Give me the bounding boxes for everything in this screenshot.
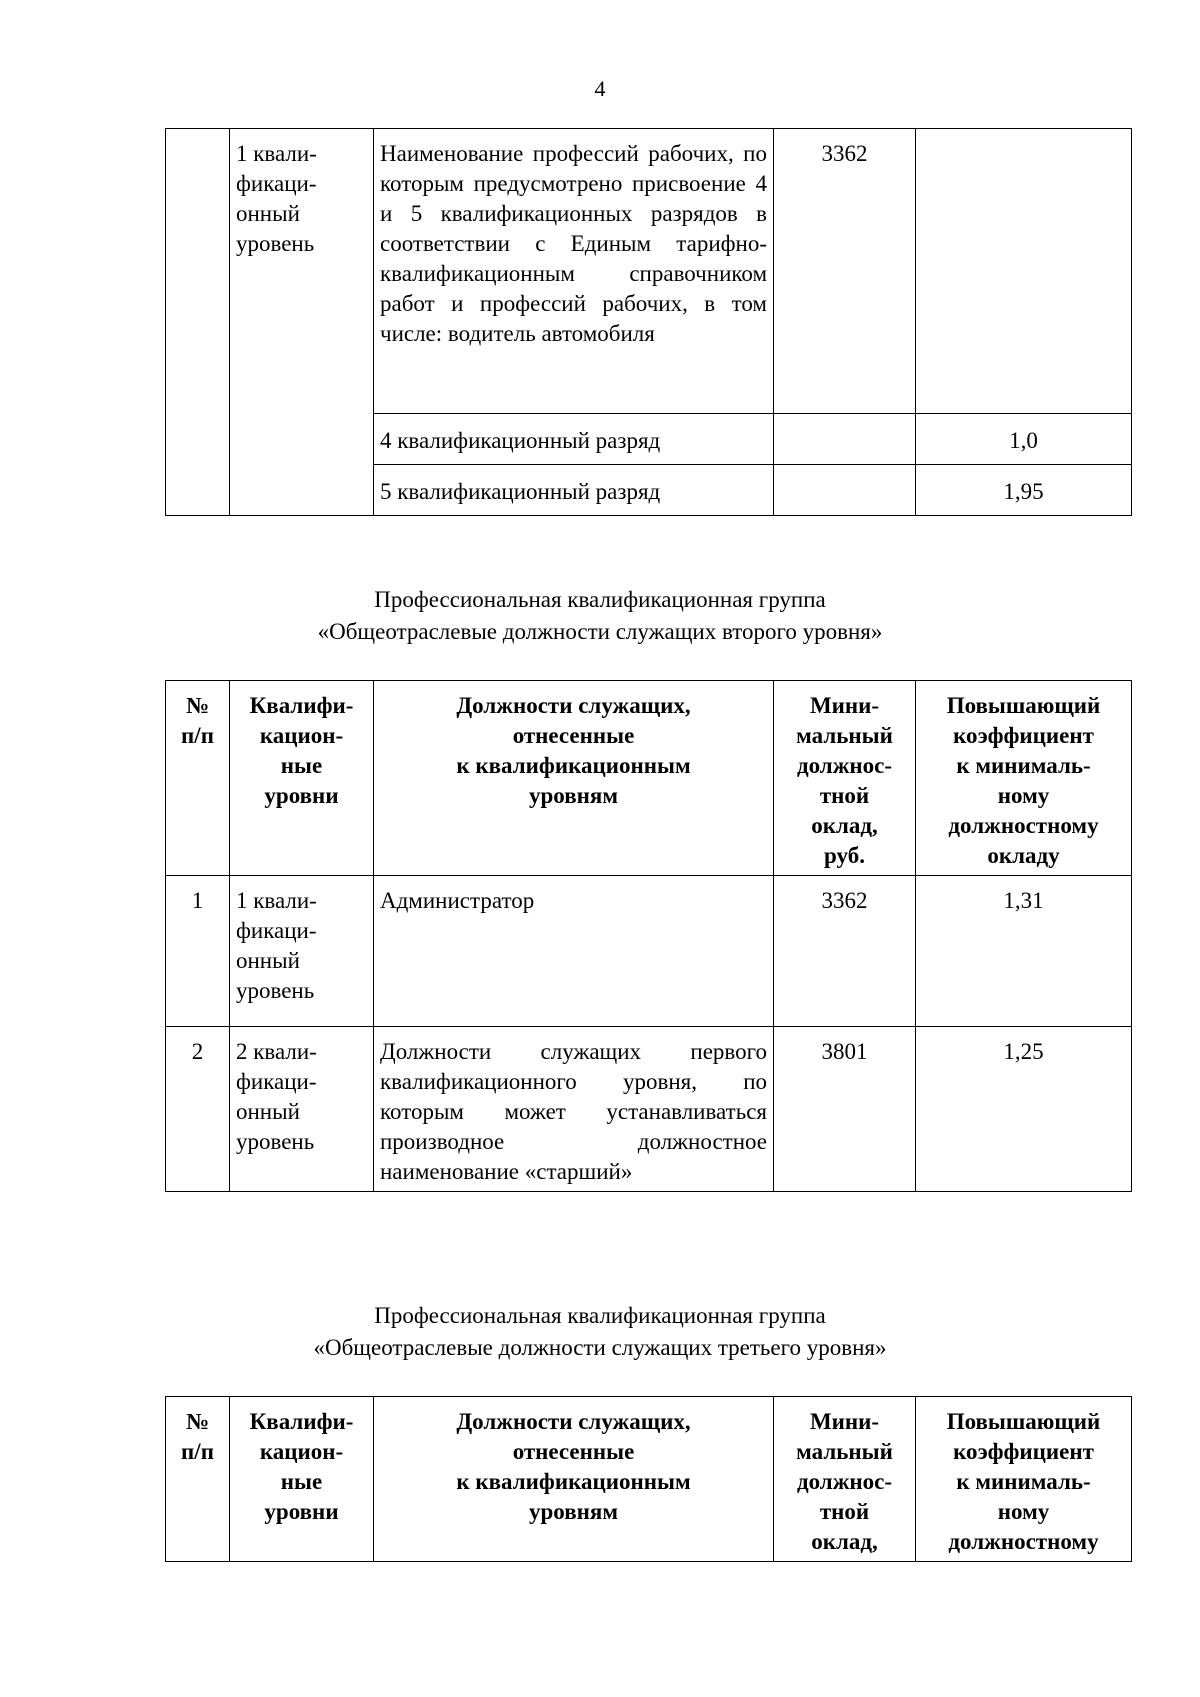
group-title-line: «Общеотраслевые должности служащих второго уровня» [317,619,883,644]
group-title-second-level [0,584,1200,648]
table-row [166,129,1132,414]
third-level-table [165,1396,1132,1562]
header-row [166,681,1132,876]
grade-label-cell: 5 квалификационный разряд [374,465,774,516]
positions-cell: Должности служащих первого квалификационного уровня, по которым может устанавливаться производное должностное наименование «старший» [374,1027,774,1192]
level-cell: 1 квали- фикаци- онный уровень [230,129,374,516]
salary-cell [774,414,916,465]
group-title-line: «Общеотраслевые должности служащих третьего уровня» [313,1335,887,1360]
group-title-line: Профессиональная квалификационная группа [374,587,826,612]
header-levels: Квалифи- кацион- ные уровни [230,1397,374,1562]
level-cell: 2 квали- фикаци- онный уровень [230,1027,374,1192]
header-positions: Должности служащих, отнесенные к квалификационным уровням [374,681,774,876]
header-coef: Повышающий коэффициент к минималь- ному должностному [916,1397,1132,1562]
salary-cell [774,465,916,516]
header-num: № п/п [166,681,230,876]
group-title-line: Профессиональная квалификационная группа [374,1303,826,1328]
coef-cell [916,129,1132,414]
coef-cell: 1,95 [916,465,1132,516]
salary-cell: 3362 [774,876,916,1027]
coef-cell: 1,0 [916,414,1132,465]
group-title-third-level [0,1300,1200,1364]
second-level-table [165,680,1132,1192]
coef-cell: 1,25 [916,1027,1132,1192]
salary-cell: 3362 [774,129,916,414]
table-row [166,876,1132,1027]
num-cell: 1 [166,876,230,1027]
coef-cell: 1,31 [916,876,1132,1027]
positions-cell: Наименование профессий рабочих, по которым предусмотрено присвоение 4 и 5 квалификационных разрядов в соответствии с Единым тарифно-квалификационным справочником работ и профессий рабочих, в том числе: водитель автомобиля [374,129,774,414]
header-positions: Должности служащих, отнесенные к квалификационным уровням [374,1397,774,1562]
grade-label-cell: 4 квалификационный разряд [374,414,774,465]
header-salary: Мини- мальный должнос- тной оклад, руб. [774,681,916,876]
level-cell: 1 квали- фикаци- онный уровень [230,876,374,1027]
table-row [166,1027,1132,1192]
header-salary: Мини- мальный должнос- тной оклад, [774,1397,916,1562]
salary-cell: 3801 [774,1027,916,1192]
empty-cell [166,129,230,516]
header-levels: Квалифи- кацион- ные уровни [230,681,374,876]
positions-cell: Администратор [374,876,774,1027]
header-row [166,1397,1132,1562]
num-cell: 2 [166,1027,230,1192]
header-coef: Повышающий коэффициент к минималь- ному должностному окладу [916,681,1132,876]
qualification-table-continued [165,128,1132,516]
page-number: 4 [594,76,606,101]
header-num: № п/п [166,1397,230,1562]
